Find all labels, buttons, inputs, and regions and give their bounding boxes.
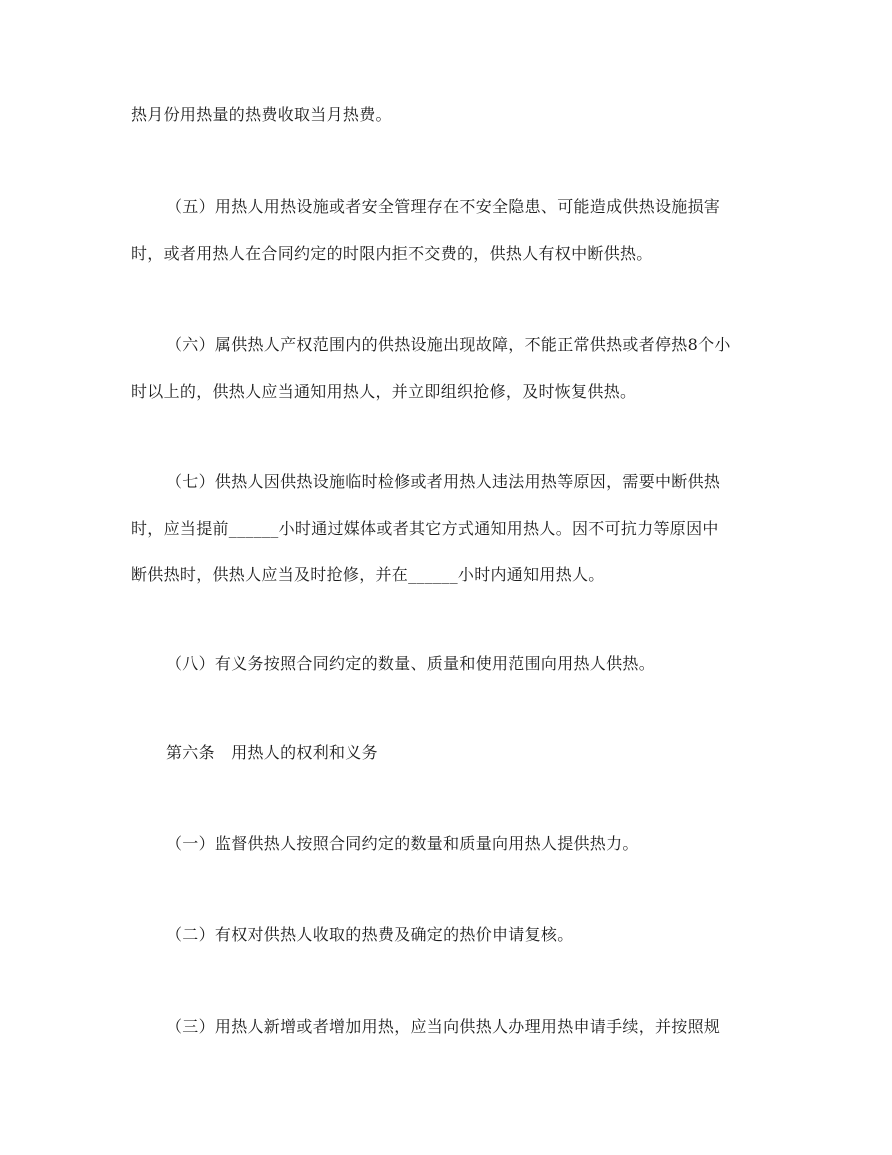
paragraph-continuation-line: 热月份用热量的热费收取当月热费。 — [131, 105, 392, 124]
clause-7-line-2: 时，应当提前______小时通过媒体或者其它方式通知用热人。因不可抗力等原因中 — [131, 519, 719, 538]
clause-8-line-1: （八）有义务按照合同约定的数量、质量和使用范围向用热人供热。 — [166, 654, 656, 673]
clause-7-line-1: （七）供热人因供热设施临时检修或者用热人违法用热等原因，需要中断供热 — [166, 472, 721, 491]
article-6-clause-2: （二）有权对供热人收取的热费及确定的热价申请复核。 — [166, 925, 574, 944]
article-6-clause-1: （一）监督供热人按照合同约定的数量和质量向用热人提供热力。 — [166, 834, 639, 853]
article-6-heading: 第六条 用热人的权利和义务 — [166, 743, 378, 762]
clause-6-line-1: （六）属供热人产权范围内的供热设施出现故障，不能正常供热或者停热8个小 — [166, 335, 731, 354]
article-6-clause-3-line-1: （三）用热人新增或者增加用热，应当向供热人办理用热申请手续，并按照规 — [166, 1017, 721, 1036]
clause-6-line-2: 时以上的，供热人应当通知用热人，并立即组织抢修，及时恢复供热。 — [131, 382, 637, 401]
clause-5-line-1: （五）用热人用热设施或者安全管理存在不安全隐患、可能造成供热设施损害 — [166, 197, 721, 216]
clause-7-line-3: 断供热时，供热人应当及时抢修，并在______小时内通知用热人。 — [131, 565, 605, 584]
clause-5-line-2: 时，或者用热人在合同约定的时限内拒不交费的，供热人有权中断供热。 — [131, 244, 653, 263]
